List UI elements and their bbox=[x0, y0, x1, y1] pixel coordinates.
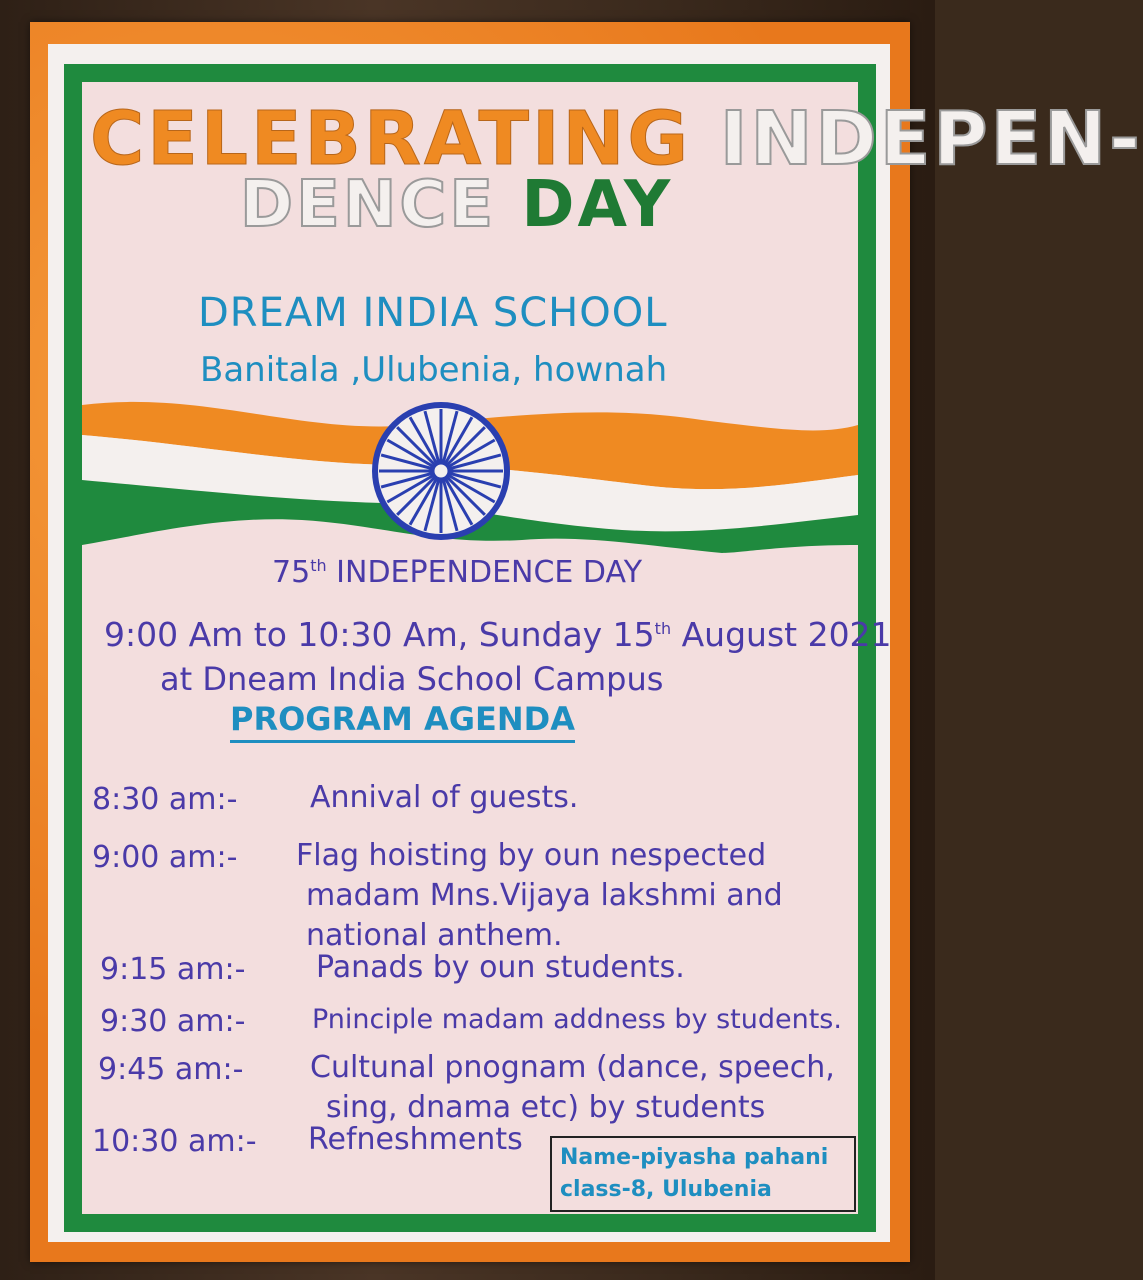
agenda-item bbox=[296, 836, 836, 956]
agenda-line: sing, dnama etc) by students bbox=[326, 1090, 766, 1125]
agenda-item bbox=[310, 1048, 850, 1128]
agenda-time: 9:30 am:- bbox=[100, 1004, 246, 1039]
agenda-time: 9:15 am:- bbox=[100, 952, 246, 987]
agenda-line: Annival of guests. bbox=[310, 780, 579, 815]
agenda-line: Refneshments bbox=[308, 1122, 523, 1157]
agenda-time: 10:30 am:- bbox=[92, 1124, 257, 1159]
datetime-suffix: th bbox=[654, 619, 672, 638]
school-name: DREAM INDIA SCHOOL bbox=[198, 290, 668, 336]
ashoka-chakra-icon bbox=[370, 400, 512, 542]
agenda-line: Cultunal pnognam (dance, speech, bbox=[310, 1050, 835, 1085]
heading-line-2 bbox=[240, 168, 673, 242]
event-title bbox=[272, 555, 642, 590]
datetime-rest: August 2021 bbox=[681, 615, 892, 654]
agenda-line: national anthem. bbox=[306, 918, 563, 953]
heading-day: DAY bbox=[521, 168, 674, 242]
event-location: at Dneam India School Campus bbox=[160, 660, 664, 698]
heading-dence: DENCE bbox=[240, 168, 497, 242]
event-suffix: th bbox=[310, 556, 327, 575]
school-address: Banitala ,Ulubenia, hownah bbox=[200, 350, 668, 390]
agenda-item bbox=[316, 948, 856, 988]
event-number: 75 bbox=[272, 555, 311, 590]
agenda-title: PROGRAM AGENDA bbox=[230, 700, 575, 743]
agenda-item bbox=[312, 1000, 872, 1040]
agenda-line: Panads by oun students. bbox=[316, 950, 685, 985]
agenda-line: Flag hoisting by oun nespected bbox=[296, 838, 767, 873]
agenda-line: Pninciple madam addness by students. bbox=[312, 1004, 842, 1035]
agenda-time: 9:45 am:- bbox=[98, 1052, 244, 1087]
agenda-item bbox=[310, 778, 850, 818]
credit-class: class-8, Ulubenia bbox=[560, 1177, 772, 1202]
credit-box bbox=[550, 1136, 856, 1212]
agenda-time: 8:30 am:- bbox=[92, 782, 238, 817]
event-datetime bbox=[104, 615, 892, 654]
event-name: INDEPENDENCE DAY bbox=[336, 555, 643, 590]
heading-celebrating: CELEBRATING bbox=[90, 96, 692, 182]
agenda-item bbox=[308, 1120, 548, 1160]
agenda-time: 9:00 am:- bbox=[92, 840, 238, 875]
heading-indepen: INDEPEN- bbox=[719, 96, 1143, 182]
agenda-line: madam Mns.Vijaya lakshmi and bbox=[306, 878, 783, 913]
credit-name: Name-piyasha pahani bbox=[560, 1145, 829, 1170]
datetime-prefix: 9:00 Am to 10:30 Am, Sunday 15 bbox=[104, 615, 655, 654]
